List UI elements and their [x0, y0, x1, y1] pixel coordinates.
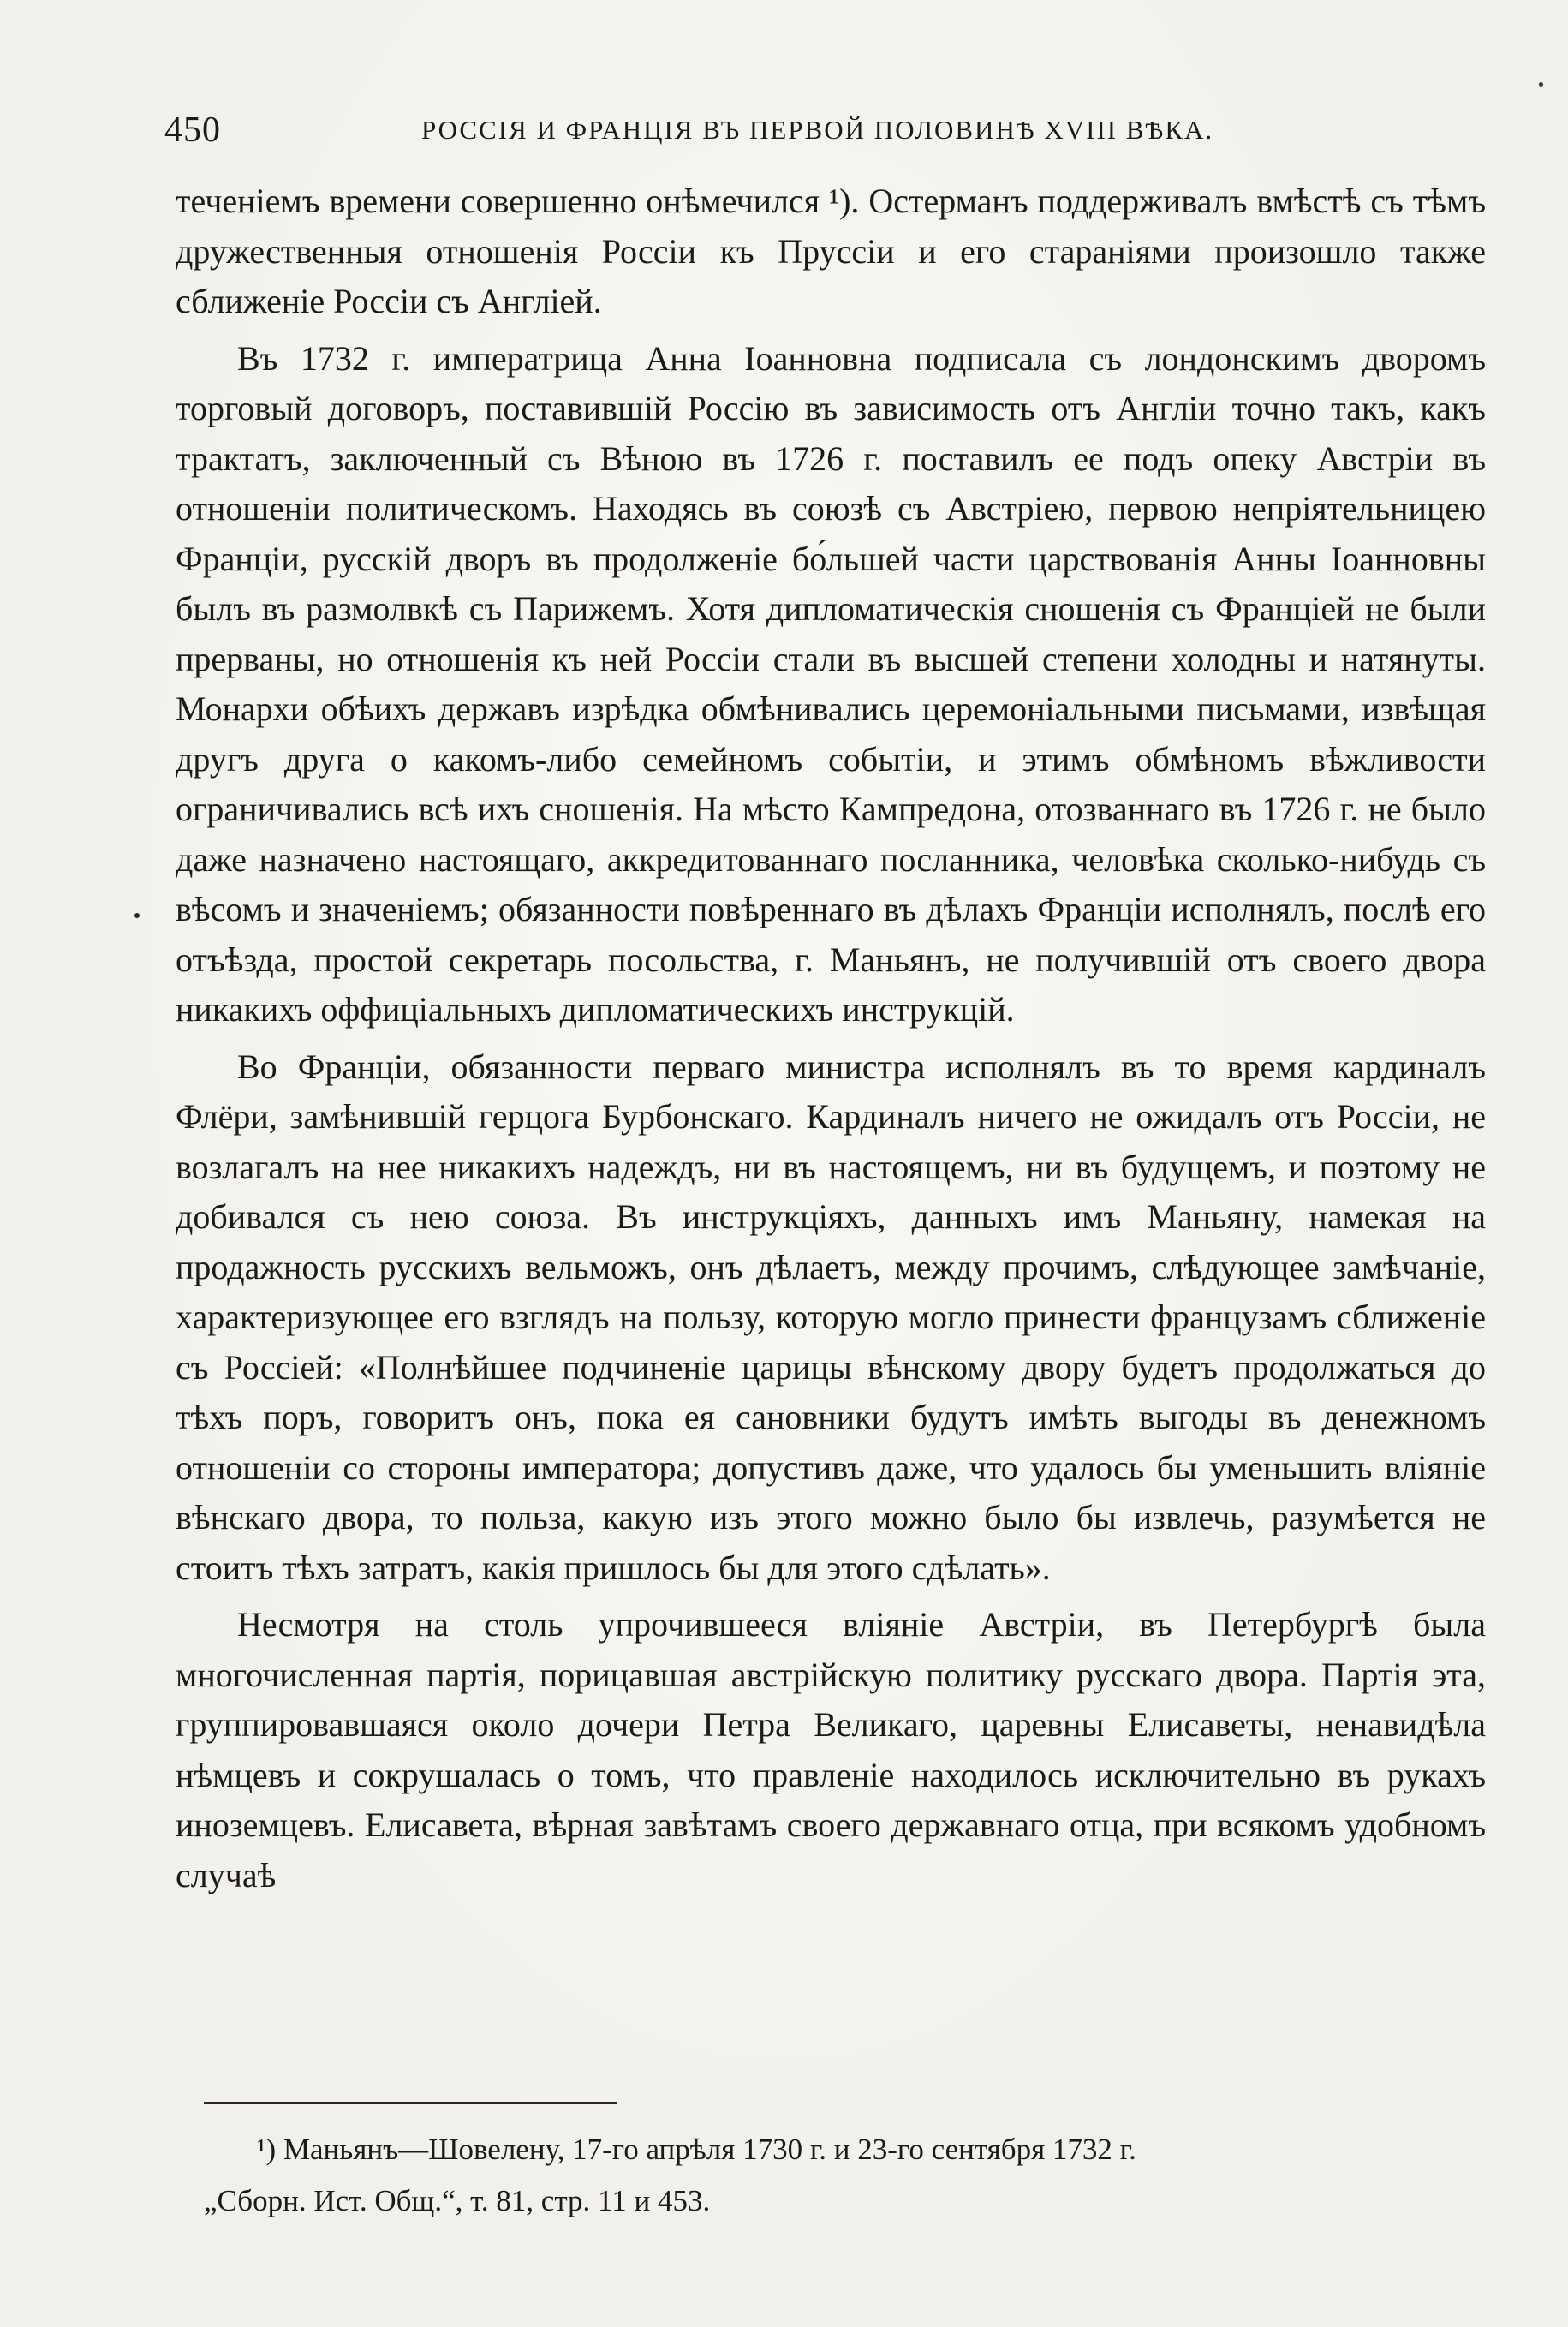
- footnote-divider: [204, 2102, 617, 2104]
- page-number: 450: [164, 110, 221, 150]
- paragraph-continuation: теченіемъ времени совершенно онѣмечился ¹). Остерманъ поддерживалъ вмѣстѣ съ тѣмъ дружественныя отношенія Россіи къ Пруссіи и его стараніями произошло также сближеніе Россіи съ Англіей.: [176, 182, 1486, 320]
- running-head: РОССІЯ И ФРАНЦІЯ ВЪ ПЕРВОЙ ПОЛОВИНѢ XVIII ВѢКА.: [421, 115, 1214, 145]
- paragraph: Несмотря на столь упрочившееся вліяніе Австріи, въ Петербургѣ была многочисленная партія, порицавшая австрійскую политику русскаго двора. Партія эта, группировавшаяся около дочери Петра Великаго, царевны Елисаветы, ненавидѣла нѣмцевъ и сокрушалась о томъ, что правленіе находилось исключительно въ рукахъ иноземцевъ. Елисавета, вѣрная завѣтамъ своего державнаго отца, при всякомъ удобномъ случаѣ: [176, 1605, 1486, 1894]
- footnote-line: „Сборн. Ист. Общ.“, т. 81, стр. 11 и 453.: [204, 2184, 711, 2217]
- footnote: [204, 2124, 1497, 2227]
- ink-speck: [1539, 82, 1543, 87]
- page-header: [164, 110, 1376, 161]
- paragraph: Въ 1732 г. императрица Анна Іоанновна подписала съ лондонскимъ дворомъ торговый договоръ, поставившій Россію въ зависимость отъ Англіи точно такъ, какъ трактатъ, заключенный съ Вѣною въ 1726 г. поставилъ ее подъ опеку Австріи въ отношеніи политическомъ. Находясь въ союзѣ съ Австріею, первою непріятельницею Франціи, русскій дворъ въ продолженіе бо́льшей части царствованія Анны Іоанновны былъ въ размолвкѣ съ Парижемъ. Хотя дипломатическія сношенія съ Франціей не были прерваны, но отношенія къ ней Россіи стали въ высшей степени холодны и натянуты. Монархи обѣихъ державъ изрѣдка обмѣнивались церемоніальными письмами, извѣщая другъ друга о какомъ-либо семейномъ событіи, и этимъ обмѣномъ вѣжливости ограничивались всѣ ихъ сношенія. На мѣсто Кампредона, отозваннаго въ 1726 г. не было даже назначено настоящаго, аккредитованнаго посланника, человѣка сколько-нибудь съ вѣсомъ и значеніемъ; обязанности повѣреннаго въ дѣлахъ Франціи исполнялъ, послѣ его отъѣзда, простой секретарь посольства, г. Маньянъ, не получившій отъ своего двора никакихъ оффиціальныхъ дипломатическихъ инструкцій.: [176, 338, 1486, 1029]
- footnote-line: ¹) Маньянъ—Шовелену, 17-го апрѣля 1730 г. и 23-го сентября 1732 г.: [257, 2133, 1136, 2166]
- main-text: [176, 176, 1486, 1900]
- ink-speck: [134, 913, 140, 918]
- paragraph: Во Франціи, обязанности перваго министра исполнялъ въ то время кардиналъ Флёри, замѣнившій герцога Бурбонскаго. Кардиналъ ничего не ожидалъ отъ Россіи, не возлагалъ на нее никакихъ надеждъ, ни въ настоящемъ, ни въ будущемъ, и поэтому не добивался съ нею союза. Въ инструкціяхъ, данныхъ имъ Маньяну, намекая на продажность русскихъ вельможъ, онъ дѣлаетъ, между прочимъ, слѣдующее замѣчаніе, характеризующее его взглядъ на пользу, которую могло принести французамъ сближеніе съ Россіей: «Полнѣйшее подчиненіе царицы вѣнскому двору будетъ продолжаться до тѣхъ поръ, говоритъ онъ, пока ея сановники будутъ имѣть выгоды въ денежномъ отношеніи со стороны императора; допустивъ даже, что удалось бы уменьшить вліяніе вѣнскаго двора, то польза, какую изъ этого можно было бы извлечь, разумѣется не стоитъ тѣхъ затратъ, какія пришлось бы для этого сдѣлать».: [176, 1047, 1486, 1587]
